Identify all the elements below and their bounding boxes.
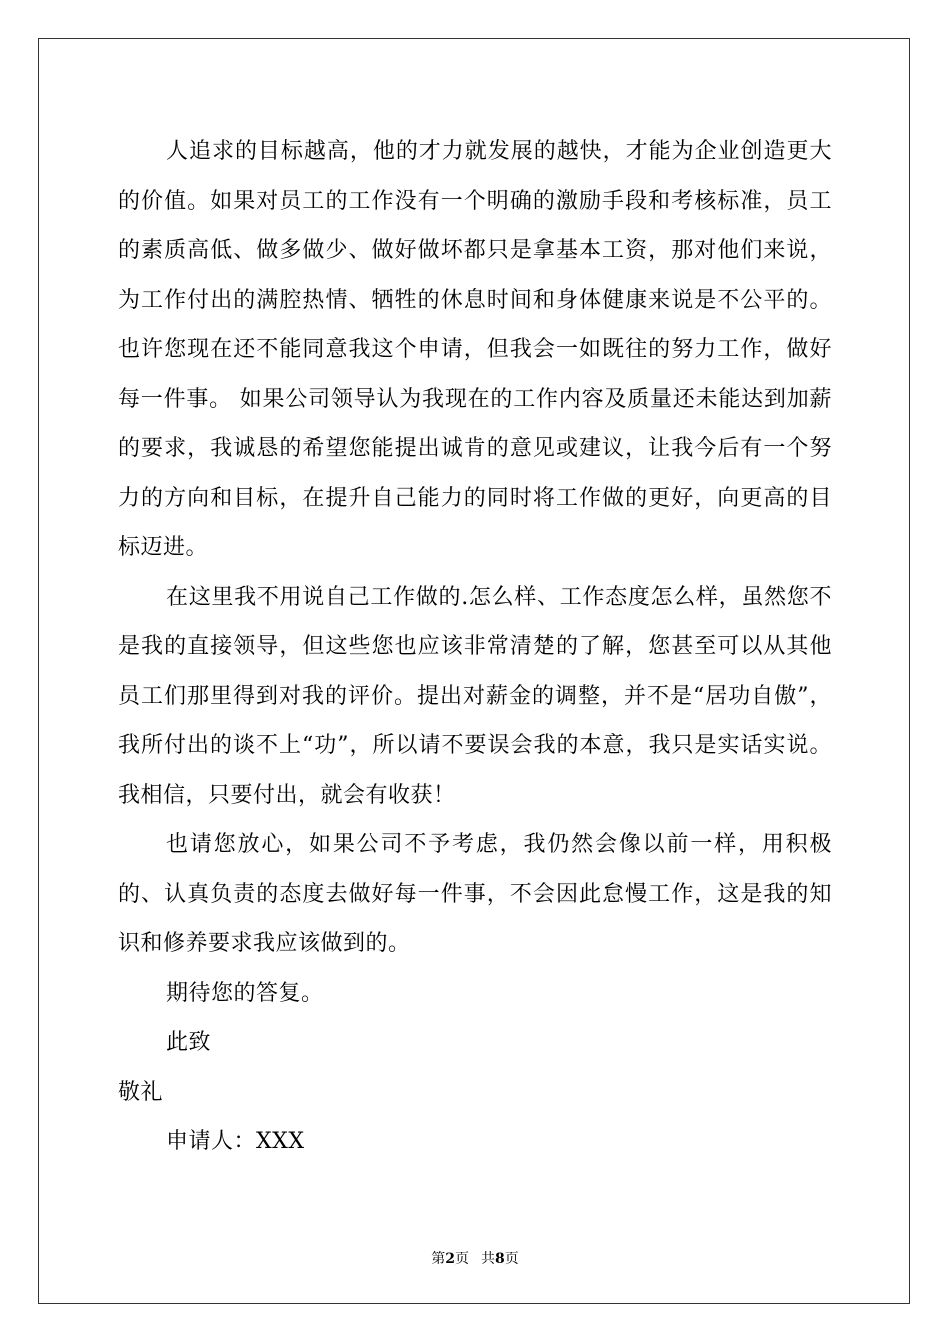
page-prefix: 第: [431, 1251, 446, 1267]
page-suffix: 页: [455, 1251, 469, 1267]
closing-cizhi: 此致: [166, 1030, 212, 1055]
total-suffix: 页: [504, 1251, 519, 1267]
letter-body: [118, 127, 832, 1167]
paragraph-1: 人追求的目标越高，他的才力就发展的越快，才能为企业创造更大的价值。如果对员工的工作没有一个明确的激励手段和考核标准，员工的素质高低、做多做少、做好做坏都只是拿基本工资，那对他们来说，为工作付出的满腔热情、牺牲的休息时间和身体健康来说是不公平的。也许您现在还不能同意我这个申请，但我会一如既往的努力工作，做好每一件事。 如果公司领导认为我现在的工作内容及质量还未能达到加薪的要求，我诚恳的希望您能提出诚肯的意见或建议，让我今后有一个努力的方向和目标，在提升自己能力的同时将工作做的更好，向更高的目标迈进。: [118, 139, 832, 560]
page-number: 2: [445, 1251, 455, 1267]
total-prefix: 共: [481, 1251, 495, 1267]
page-footer: [0, 1248, 950, 1268]
closing-expect: 期待您的答复。: [166, 980, 324, 1006]
closing-jingli: 敬礼: [118, 1079, 164, 1105]
applicant-signature: 申请人：XXX: [166, 1129, 305, 1154]
paragraph-3: 也请您放心，如果公司不予考虑，我仍然会像以前一样，用积极的、认真负责的态度去做好每一件事，不会因此怠慢工作，这是我的知识和修养要求我应该做到的。: [118, 832, 832, 956]
total-pages: 8: [495, 1251, 505, 1267]
paragraph-2: 在这里我不用说自己工作做的.怎么样、工作态度怎么样，虽然您不是我的直接领导，但这些您也应该非常清楚的了解，您甚至可以从其他员工们那里得到对我的评价。提出对薪金的调整，并不是“居功自傲”，我所付出的谈不上“功”，所以请不要误会我的本意，我只是实话实说。我相信，只要付出，就会有收获！: [118, 584, 832, 808]
